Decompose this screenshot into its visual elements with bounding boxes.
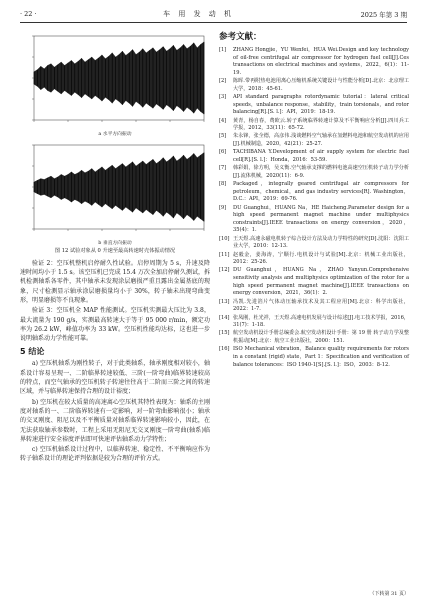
reference-number: [16] [219,346,230,353]
reference-item [219,78,409,93]
reference-number: [8] [219,181,227,188]
paragraph-conclusion-b: b) 空压机在较大质量的高速离心空压机其特性表现为：轴系的主刚度对轴系的一、二阶临界转速有一定影响，对一阶弯曲影响很小；轴承的交叉刚度、阻尼以及不平衡质量对轴系临界转速影响较小，因此，在无法获取轴承参数时，工程上采用无阻尼无交叉刚度一阶弯曲(轴系)临界转速进行安全裕度评估即可快速评估轴系动力学特性； [20,398,210,443]
chart-vertical-vibration [20,139,210,239]
reference-number: [1] [219,47,227,53]
reference-text: TACHIBANA Y.Development of air supply system for electric fuel cell[R].[S. l.]：Honda，2016：53-59. [233,149,409,163]
reference-text: ZHANG Hongjie，YU Wenfei，HUA Wei.Design and key technology of oil-free centrifugal air compressor for hydrogen fuel cell[J].Ces transactions on electrical machines and systems，2022，6(1)：11-19. [233,47,409,76]
reference-text: API standard paragraphs rotordynamic tutorial：lateral critical speeds，unbalance response，stability，train torsionals，and rotor balancing[R].[S. l.]：API，2019：18-19. [233,94,409,116]
reference-number: [7] [219,165,227,172]
reference-item [219,149,409,164]
journal-name: 车 用 发 动 机 [163,10,235,18]
reference-text: 冯凯.先进箔片气体动压轴承技术及其工程应用[M].北京：科学出版社，2022：1-7. [233,298,409,313]
reference-item [219,346,409,369]
reference-item [219,236,409,251]
paragraph-verify-2: 验证 2：空压机整机启停耐久性试验。启停周期为 5 s，升速及降速时间均小于 1.5 s。该空压机已完成 15.4 万次全加启停耐久测试，拆机检测轴系各零件，其中轴承未发现涂层磨损严重且露出金属基底的现象，尺寸检测显示轴承涂层磨损量均小于 30%，转子轴未出现弯曲变形，明显磨损等不良现象。 [20,259,210,304]
reference-number: [13] [219,298,230,305]
reference-item [219,205,409,236]
reference-number: [6] [219,149,227,156]
reference-item [219,315,409,330]
continued-note: （下转第 31 页） [369,591,409,597]
references-title: 参考文献： [219,32,262,42]
reference-item [219,181,409,204]
reference-number: [14] [219,314,230,321]
reference-number: [4] [219,117,227,124]
reference-item [219,330,409,345]
reference-item [219,94,409,117]
reference-text: ISO Mechanical vibration，Balance quality requirements for rotors in a constant (rigid) state，Part 1：Specification and verification of balance tolerances：ISO 1940-1[S].[S. l.]：ISO，2003：8-12. [233,346,409,368]
reference-text: 张凤刚，杜光祥，王天煜.高速电机发展与设计综述[J].电工技术学报，2016，31(7)：1-18. [233,314,409,329]
figure-caption: 图 12 试验对象从 0 升速至最高转速时壳体振动情况 [54,248,176,254]
page-number: · 22 · [20,10,37,18]
reference-item [219,252,409,267]
reference-number: [12] [219,267,230,274]
reference-list [219,47,409,369]
reference-text: 韩彩娟，徐方明，吴义衡.空气轴承支撑的燃料电池高速空压机转子动力学分析[J].流体机械，2020(11)：6-9. [233,165,409,179]
issue-label: 2025 年第 3 期 [360,10,407,19]
reference-number: [11] [219,251,230,258]
reference-number: [5] [219,133,227,140]
reference-item [219,133,409,148]
right-column [219,30,409,370]
reference-text: DU Guanghui，HUANG Na，ZHAO Yanyun.Comprehensive sensitivity analysis and multiphysics optimization of the rotor for a high speed permanent magnet machine[J].IEEE transactions on energy conversion，2021，36(1)：2. [233,267,409,297]
reference-item [219,165,409,180]
paragraph-conclusion-c: c) 空压机轴系设计过程中，以临界转速、稳定性、不平衡响应作为转子轴系设计的理论评判依据是较为合理的评价方式。 [20,446,210,463]
panel-b-caption: b 垂直方向振动 [98,241,132,246]
reference-text: 王天煜.高速永磁电机转子综合设计方法及动力学特性的研究[D].沈阳：沈阳工业大学，2010：12-13. [233,235,409,250]
reference-item [219,47,409,78]
reference-text: DU Guanghui，HUANG Na，HE Haicheng.Parameter design for a high speed permanent magnet machine under multiphysics constraints[J].IEEE transactions on energy conversion，2020，35(4)：1. [233,204,409,234]
reference-number: [9] [219,204,227,211]
reference-number: [2] [219,78,227,85]
reference-text: 黄青，杨自春，费欧云.转子系统临界转速计算及不平衡响应分析[J].四川兵工学报，2012，33(11)：65-72. [233,117,409,132]
reference-item [219,118,409,133]
reference-text: Packaged，integrally geared centrifugal air compressors for petroleum，chemical，and gas industry services[R]. Washington，D.C.：API，2019：69-76. [233,181,409,203]
panel-a-caption: a 水平方向振动 [98,132,132,137]
reference-text: 航空发动机设计手册总编委会.航空发动机设计手册：第 19 册 转子动力学及整机振动[M].北京：航空工业出版社，2000：151. [233,330,409,345]
header-rule [20,22,407,23]
reference-number: [3] [219,94,227,101]
reference-text: 赵毅金，姜海涛，宁顺行.电机设计与试验[M].北京：机械工业出版社，2012：25-26. [233,251,409,266]
paragraph-verify-3: 验证 3：空压机全 MAP 性能测试。空压机实测最大压比为 3.8，最大流量为 190 g/s，实测最高转速大于等于 95 000 r/min，额定功率为 26.2 kW，峰值功率为 33 kW。空压机性能均达标，这也进一步说明轴系动力学性能可靠。 [20,307,210,343]
reference-text: 朱永锋，张全德，高彦伟.浅谈燃料空气轴承在氢燃料电池和航空发动机的应用[J].机械制造，2020，42(21)：25-27. [233,133,409,148]
reference-item [219,299,409,314]
reference-text: 陈晖.带再附热电池用离心压缩机系统关键设计与性能分析[D].北京：北京理工大学，2018：45-61. [233,78,409,92]
chart-horizontal-vibration [20,30,210,130]
reference-number: [15] [219,330,230,337]
reference-item [219,267,409,298]
section-heading-conclusion: 5 结论 [20,347,45,357]
reference-number: [10] [219,235,230,242]
left-column [20,30,210,465]
running-header [20,6,407,22]
paragraph-conclusion-a: a) 空压机轴系为刚性转子，对于此类轴系，轴承刚度相对较小，轴系设计容易呈现一、二阶临界转速较低、三阶(一阶弯曲)临界转速较高的特点，而空气轴承的空压机转子转速往往高于二阶而三阶之间的转速区域，并与临界转速保持合理的设计裕度； [20,360,210,396]
